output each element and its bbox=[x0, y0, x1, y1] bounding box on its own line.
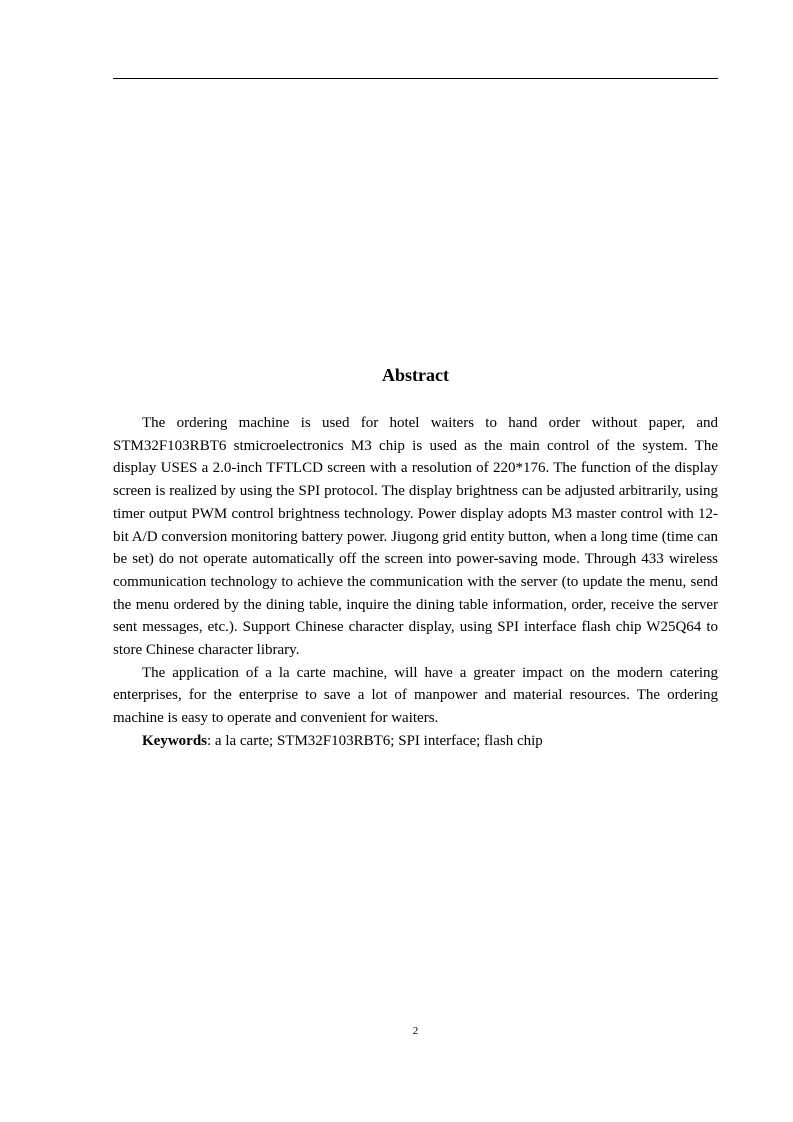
keywords-text: : a la carte; STM32F103RBT6; SPI interface; flash chip bbox=[207, 732, 543, 749]
page-number: 2 bbox=[412, 1025, 419, 1037]
keywords-line bbox=[113, 730, 718, 753]
header-rule bbox=[113, 78, 718, 79]
abstract-body bbox=[113, 412, 718, 753]
abstract-title: Abstract bbox=[382, 365, 449, 385]
abstract-paragraph-2: The application of a la carte machine, will have a greater impact on the modern catering enterprises, for the enterprise to save a lot of manpower and material resources. The ordering machine is easy to operate and convenient for waiters. bbox=[113, 664, 718, 727]
keywords-label: Keywords bbox=[142, 732, 207, 749]
abstract-paragraph-1: The ordering machine is used for hotel waiters to hand order without paper, and STM32F103RBT6 stmicroelectronics M3 chip is used as the main control of the system. The display USES a 2.0-inch TFTLCD screen with a resolution of 220*176. The function of the display screen is realized by using the SPI protocol. The display brightness can be adjusted arbitrarily, using timer output PWM control brightness technology. Power display adopts M3 master control with 12-bit A/D conversion monitoring battery power. Jiugong grid entity button, when a long time (time can be set) do not operate automatically off the screen into power-saving mode. Through 433 wireless communication technology to achieve the communication with the server (to update the menu, send the menu ordered by the dining table, inquire the dining table information, order, receive the server sent messages, etc.). Support Chinese character display, using SPI interface flash chip W25Q64 to store Chinese character library. bbox=[113, 415, 718, 659]
